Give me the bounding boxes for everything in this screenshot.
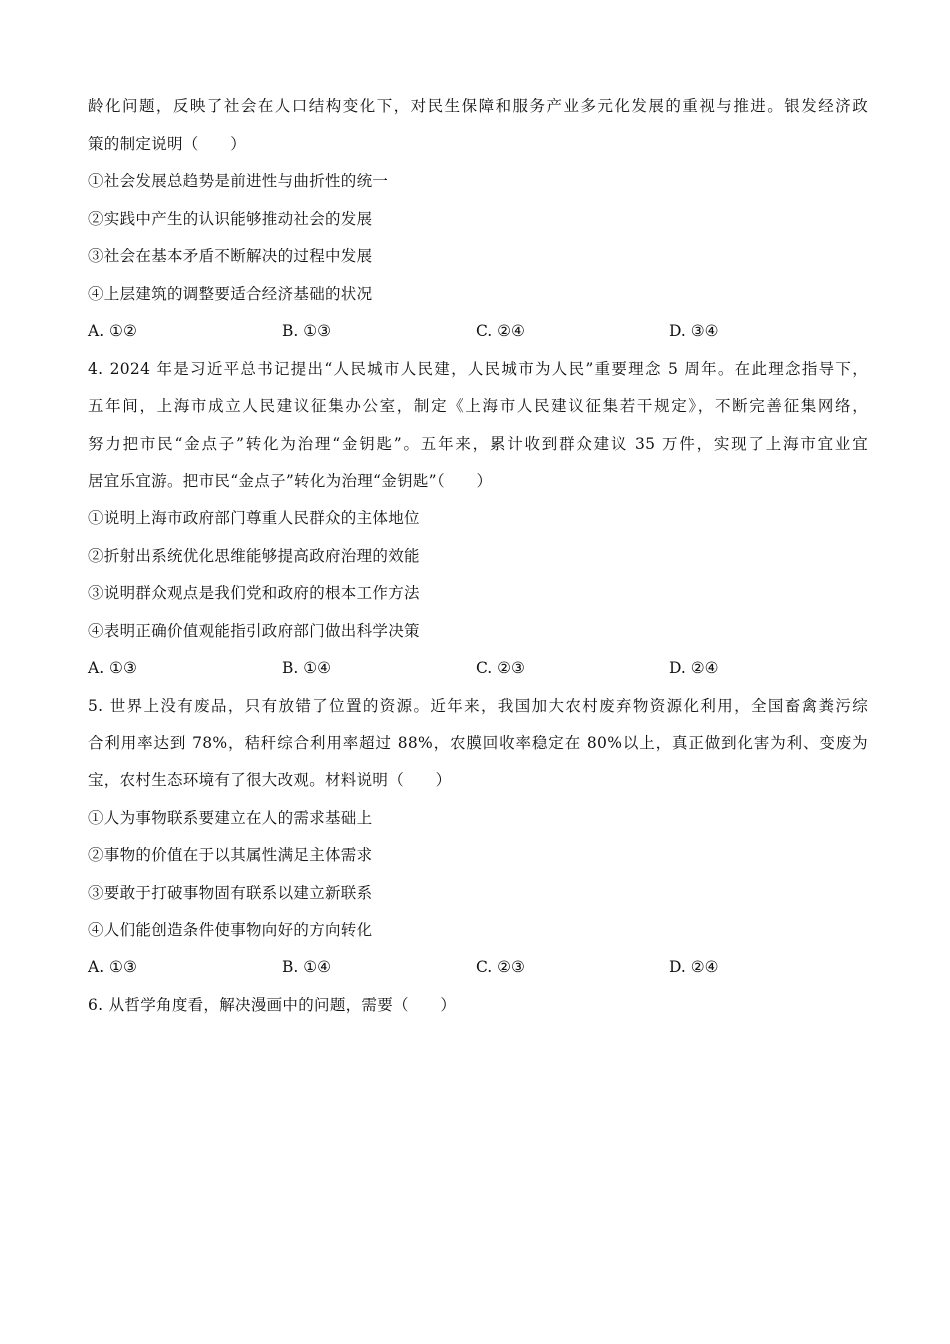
- q3-statement-4: ④上层建筑的调整要适合经济基础的状况: [88, 285, 373, 303]
- q6-stem-line-1: 6. 从哲学角度看，解决漫画中的问题，需要（ ）: [88, 996, 457, 1014]
- q5-statement-3: ③要敢于打破事物固有联系以建立新联系: [88, 884, 373, 902]
- q4-statement-1: ①说明上海市政府部门尊重人民群众的主体地位: [88, 509, 420, 527]
- q4-option-a[interactable]: A. ①③: [88, 659, 137, 677]
- q4-options: [88, 658, 868, 678]
- q5-option-b[interactable]: B. ①④: [282, 958, 332, 976]
- q4-option-b[interactable]: B. ①④: [282, 659, 332, 677]
- q3-option-b[interactable]: B. ①③: [282, 322, 332, 340]
- q4-stem-line-3: 努力把市民“金点子”转化为治理“金钥匙”。五年来，累计收到群众建议 35 万件，实现了上海市宜业宜: [88, 435, 868, 453]
- q3-stem-line-2: 策的制定说明（ ）: [88, 135, 247, 153]
- q3-stem-line-1: 龄化问题，反映了社会在人口结构变化下，对民生保障和服务产业多元化发展的重视与推进。银发经济政: [88, 97, 868, 115]
- q5-option-d[interactable]: D. ②④: [669, 958, 719, 976]
- q4-option-d[interactable]: D. ②④: [669, 659, 719, 677]
- q4-statement-2: ②折射出系统优化思维能够提高政府治理的效能: [88, 547, 420, 565]
- q5-option-a[interactable]: A. ①③: [88, 958, 137, 976]
- q4-stem-line-1: 4. 2024 年是习近平总书记提出“人民城市人民建，人民城市为人民”重要理念 5 周年。在此理念指导下，: [88, 360, 868, 378]
- q5-option-c[interactable]: C. ②③: [476, 958, 525, 976]
- q5-statement-1: ①人为事物联系要建立在人的需求基础上: [88, 809, 373, 827]
- q3-option-c[interactable]: C. ②④: [476, 322, 525, 340]
- q3-statement-1: ①社会发展总趋势是前进性与曲折性的统一: [88, 172, 389, 190]
- q5-options: [88, 957, 868, 977]
- q3-option-a[interactable]: A. ①②: [88, 322, 137, 340]
- q3-option-d[interactable]: D. ③④: [669, 322, 719, 340]
- q5-stem-line-1: 5. 世界上没有废品，只有放错了位置的资源。近年来，我国加大农村废弃物资源化利用，全国畜禽粪污综: [88, 697, 868, 715]
- q4-stem-line-4: 居宜乐宜游。把市民“金点子”转化为治理“金钥匙”（ ）: [88, 472, 493, 490]
- q3-options: [88, 321, 868, 341]
- q3-statement-3: ③社会在基本矛盾不断解决的过程中发展: [88, 247, 373, 265]
- q4-option-c[interactable]: C. ②③: [476, 659, 525, 677]
- q4-statement-3: ③说明群众观点是我们党和政府的根本工作方法: [88, 584, 420, 602]
- q3-statement-2: ②实践中产生的认识能够推动社会的发展: [88, 210, 373, 228]
- q5-stem-line-2: 合利用率达到 78%，秸秆综合利用率超过 88%，农膜回收率稳定在 80%以上，真正做到化害为利、变废为: [88, 734, 868, 752]
- q5-statement-2: ②事物的价值在于以其属性满足主体需求: [88, 846, 373, 864]
- q5-statement-4: ④人们能创造条件使事物向好的方向转化: [88, 921, 373, 939]
- q4-statement-4: ④表明正确价值观能指引政府部门做出科学决策: [88, 622, 420, 640]
- q4-stem-line-2: 五年间，上海市成立人民建议征集办公室，制定《上海市人民建议征集若干规定》，不断完善征集网络，: [88, 397, 868, 415]
- q5-stem-line-3: 宝，农村生态环境有了很大改观。材料说明（ ）: [88, 771, 452, 789]
